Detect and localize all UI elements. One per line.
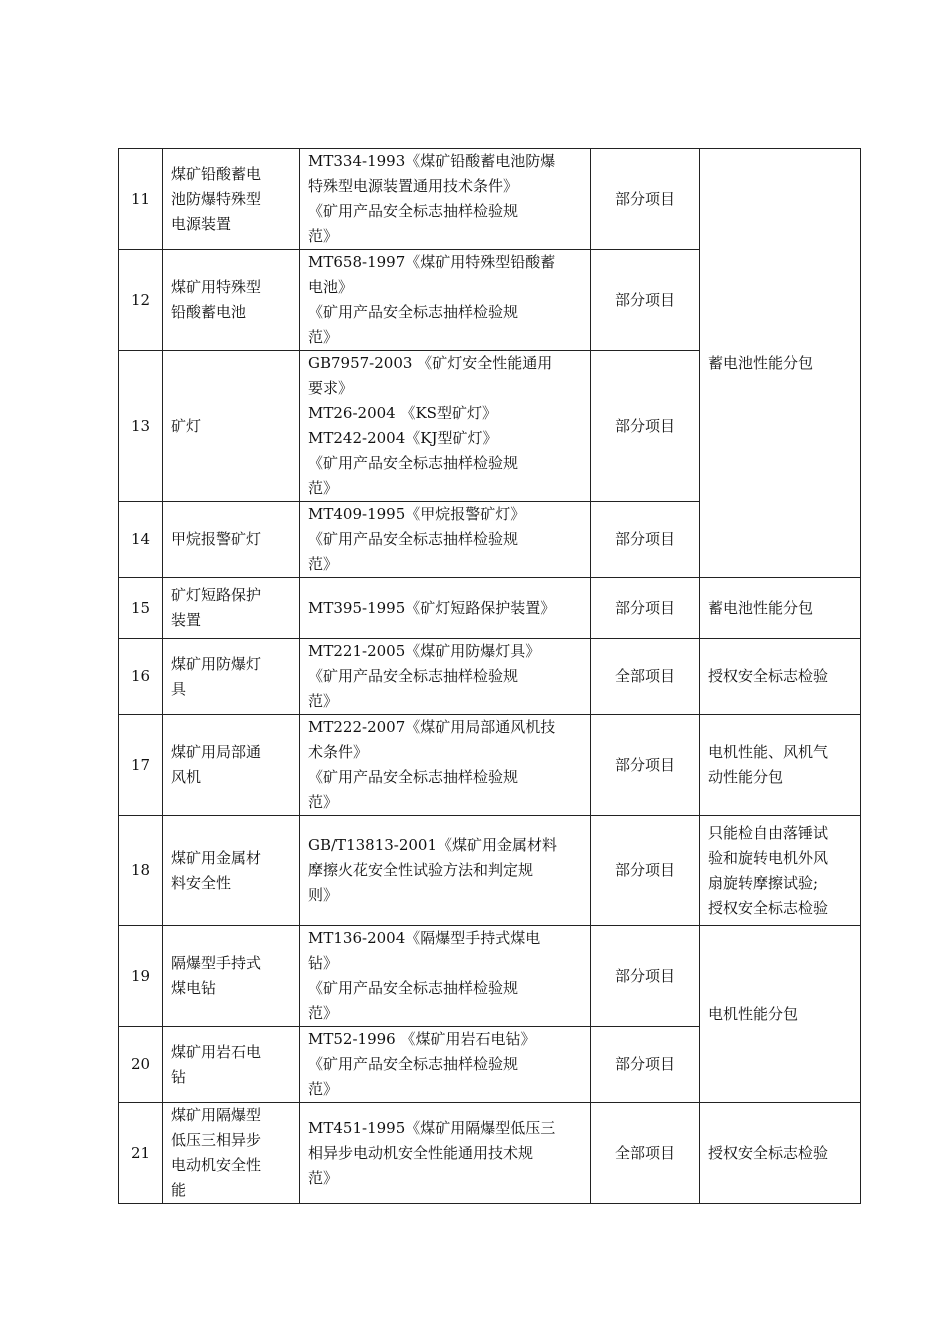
test-scope: 部分项目 (591, 351, 700, 502)
table-row (119, 1103, 861, 1204)
standard-text: MT658-1997《煤矿用特殊型铅酸蓄 电池》 《矿用产品安全标志抽样检验规 范》 (300, 250, 591, 351)
test-scope: 部分项目 (591, 149, 700, 250)
table-row (119, 926, 861, 1027)
row-number: 11 (119, 149, 163, 250)
table-row (119, 639, 861, 715)
remark-motor-group: 电机性能分包 (700, 926, 861, 1103)
row-number: 13 (119, 351, 163, 502)
test-scope: 部分项目 (591, 578, 700, 639)
product-name: 煤矿用防爆灯 具 (163, 639, 300, 715)
row-number: 18 (119, 816, 163, 926)
table-row (119, 715, 861, 816)
standard-text: MT222-2007《煤矿用局部通风机技 术条件》 《矿用产品安全标志抽样检验规 范》 (300, 715, 591, 816)
test-scope: 部分项目 (591, 816, 700, 926)
test-scope: 全部项目 (591, 639, 700, 715)
product-name: 煤矿用特殊型 铅酸蓄电池 (163, 250, 300, 351)
row-number: 17 (119, 715, 163, 816)
product-name: 矿灯 (163, 351, 300, 502)
remark: 电机性能、风机气 动性能分包 (700, 715, 861, 816)
standard-text: MT334-1993《煤矿铅酸蓄电池防爆 特殊型电源装置通用技术条件》 《矿用产品安全标志抽样检验规 范》 (300, 149, 591, 250)
remark: 授权安全标志检验 (700, 1103, 861, 1204)
product-name: 煤矿用隔爆型 低压三相异步 电动机安全性 能 (163, 1103, 300, 1204)
remark: 蓄电池性能分包 (700, 578, 861, 639)
standard-text: MT395-1995《矿灯短路保护装置》 (300, 578, 591, 639)
remark: 授权安全标志检验 (700, 639, 861, 715)
standard-text: MT409-1995《甲烷报警矿灯》 《矿用产品安全标志抽样检验规 范》 (300, 502, 591, 578)
row-number: 16 (119, 639, 163, 715)
test-scope: 部分项目 (591, 926, 700, 1027)
row-number: 14 (119, 502, 163, 578)
product-name: 煤矿用岩石电 钻 (163, 1027, 300, 1103)
standard-text: MT52-1996 《煤矿用岩石电钻》 《矿用产品安全标志抽样检验规 范》 (300, 1027, 591, 1103)
table-row (119, 578, 861, 639)
row-number: 15 (119, 578, 163, 639)
product-name: 煤矿用金属材 料安全性 (163, 816, 300, 926)
table-row (119, 149, 861, 250)
product-name: 煤矿铅酸蓄电 池防爆特殊型 电源装置 (163, 149, 300, 250)
product-name: 甲烷报警矿灯 (163, 502, 300, 578)
test-scope: 全部项目 (591, 1103, 700, 1204)
test-scope: 部分项目 (591, 250, 700, 351)
test-scope: 部分项目 (591, 1027, 700, 1103)
product-name: 矿灯短路保护 装置 (163, 578, 300, 639)
standard-text: MT221-2005《煤矿用防爆灯具》 《矿用产品安全标志抽样检验规 范》 (300, 639, 591, 715)
product-name: 煤矿用局部通 风机 (163, 715, 300, 816)
standard-text: GB7957-2003 《矿灯安全性能通用 要求》 MT26-2004 《KS型矿灯》 MT242-2004《KJ型矿灯》 《矿用产品安全标志抽样检验规 范》 (300, 351, 591, 502)
row-number: 12 (119, 250, 163, 351)
product-name: 隔爆型手持式 煤电钻 (163, 926, 300, 1027)
standard-text: GB/T13813-2001《煤矿用金属材料 摩擦火花安全性试验方法和判定规 则》 (300, 816, 591, 926)
remark-battery-group: 蓄电池性能分包 (700, 149, 861, 578)
remark: 只能检自由落锤试 验和旋转电机外风 扇旋转摩擦试验; 授权安全标志检验 (700, 816, 861, 926)
standards-table (118, 148, 861, 1204)
test-scope: 部分项目 (591, 715, 700, 816)
test-scope: 部分项目 (591, 502, 700, 578)
row-number: 20 (119, 1027, 163, 1103)
row-number: 19 (119, 926, 163, 1027)
table-row (119, 816, 861, 926)
standard-text: MT451-1995《煤矿用隔爆型低压三 相异步电动机安全性能通用技术规 范》 (300, 1103, 591, 1204)
row-number: 21 (119, 1103, 163, 1204)
standard-text: MT136-2004《隔爆型手持式煤电 钻》 《矿用产品安全标志抽样检验规 范》 (300, 926, 591, 1027)
